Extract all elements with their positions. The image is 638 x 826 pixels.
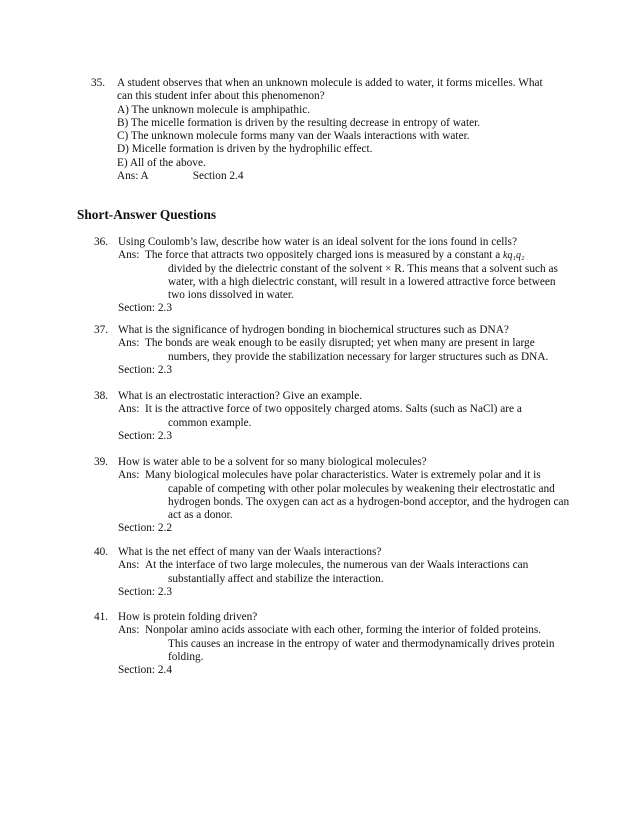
question-text: How is protein folding driven? xyxy=(118,611,258,623)
answer-line: capable of competing with other polar molecules by weakening their electrostatic and xyxy=(168,482,555,495)
answer-block xyxy=(118,337,564,364)
answer-line: two ions dissolved in water. xyxy=(168,289,294,302)
choice-d: D) Micelle formation is driven by the hydrophilic effect. xyxy=(117,143,373,156)
answer-line: At the interface of two large molecules, the numerous van der Waals interactions can xyxy=(145,559,529,572)
answer-text xyxy=(145,249,564,302)
answer-label: Ans: xyxy=(118,624,140,637)
question-text: What is the significance of hydrogen bonding in biochemical structures such as DNA? xyxy=(118,324,509,336)
answer-block xyxy=(118,469,570,522)
question-line xyxy=(94,611,564,624)
answer-block xyxy=(118,624,564,664)
question-text-line: A student observes that when an unknown molecule is added to water, it forms micelles. What xyxy=(117,77,543,89)
answer-text xyxy=(145,337,564,364)
answer-line: divided by the dielectric constant of the solvent × R. This means that a solvent such as xyxy=(168,262,558,275)
answer-line xyxy=(145,249,564,262)
answer-label: Ans: xyxy=(118,403,140,416)
question-37 xyxy=(94,324,564,377)
question-line xyxy=(94,324,564,337)
answer-line: Many biological molecules have polar characteristics. Water is extremely polar and it is xyxy=(145,469,541,482)
answer-label: Ans: xyxy=(118,249,140,262)
section-ref: Section: 2.3 xyxy=(118,363,172,376)
choice-c: C) The unknown molecule forms many van der Waals interactions with water. xyxy=(117,130,470,143)
choice-a: A) The unknown molecule is amphipathic. xyxy=(117,103,311,116)
answer-line: numbers, they provide the stabilization necessary for larger structures such as DNA. xyxy=(168,350,549,363)
question-line xyxy=(94,546,564,559)
choice-b: B) The micelle formation is driven by the resulting decrease in entropy of water. xyxy=(117,116,481,129)
answer-text xyxy=(145,403,564,430)
answer-line: It is the attractive force of two oppositely charged atoms. Salts (such as NaCl) are a xyxy=(145,403,522,416)
answer-label: Ans: xyxy=(118,469,140,482)
answer-line: hydrogen bonds. The oxygen can act as a hydrogen-bond acceptor, and the hydrogen can xyxy=(168,495,570,508)
question-number: 35. xyxy=(91,77,106,89)
question-41 xyxy=(94,611,564,677)
question-line xyxy=(94,390,564,403)
answer-line: Nonpolar amino acids associate with each other, forming the interior of folded proteins. xyxy=(145,624,542,637)
question-text: What is an electrostatic interaction? Give an example. xyxy=(118,390,363,402)
answer-line: substantially affect and stabilize the interaction. xyxy=(168,572,384,585)
section-ref: Section: 2.2 xyxy=(118,522,172,535)
question-text: What is the net effect of many van der Waals interactions? xyxy=(118,546,382,558)
answer-label: Ans: xyxy=(118,337,140,350)
choice-e: E) All of the above. xyxy=(117,156,206,169)
answer-label: Ans: xyxy=(118,559,140,572)
answer-block xyxy=(118,559,564,586)
answer-text-fragment: The force that attracts two oppositely charged ions is measured by a constant a xyxy=(145,249,504,262)
section-ref: Section 2.4 xyxy=(192,170,244,183)
coulomb-expression: kq₁q₂ xyxy=(503,250,525,262)
question-number: 41. xyxy=(94,611,109,623)
answer-text xyxy=(145,559,564,586)
section-heading: Short-Answer Questions xyxy=(77,207,217,222)
question-text: How is water able to be a solvent for so many biological molecules? xyxy=(118,456,427,468)
answer-line: The bonds are weak enough to be easily disrupted; yet when many are present in large xyxy=(145,337,535,350)
answer-line: common example. xyxy=(168,416,252,429)
answer-block xyxy=(118,403,564,430)
answer-text xyxy=(145,469,570,522)
question-39 xyxy=(94,456,570,536)
question-line xyxy=(94,456,564,469)
answer-line: This causes an increase in the entropy of water and thermodynamically drives protein xyxy=(168,637,555,650)
answer-line xyxy=(117,170,561,183)
answer-line: act as a donor. xyxy=(168,509,233,522)
question-line xyxy=(94,236,564,249)
answer-line: folding. xyxy=(168,650,204,663)
question-number: 38. xyxy=(94,390,109,402)
question-38 xyxy=(94,390,564,443)
answer-block xyxy=(118,249,564,302)
answer: Ans: A xyxy=(117,170,149,183)
section-ref: Section: 2.3 xyxy=(118,585,172,598)
question-number: 36. xyxy=(94,236,109,248)
answer-text xyxy=(145,624,564,664)
question-number: 39. xyxy=(94,456,109,468)
question-number: 40. xyxy=(94,546,109,558)
section-ref: Section: 2.4 xyxy=(118,664,172,677)
section-ref: Section: 2.3 xyxy=(118,429,172,442)
question-36 xyxy=(94,236,564,316)
question-35 xyxy=(91,77,561,183)
question-text-line: can this student infer about this phenomenon? xyxy=(117,90,325,103)
question-number: 37. xyxy=(94,324,109,336)
answer-line: water, with a high dielectric constant, will result in a lowered attractive force between xyxy=(168,275,556,288)
section-ref: Section: 2.3 xyxy=(118,302,172,315)
question-40 xyxy=(94,546,564,599)
question-text: Using Coulomb’s law, describe how water is an ideal solvent for the ions found in cells? xyxy=(118,236,517,248)
question-body xyxy=(117,77,561,183)
